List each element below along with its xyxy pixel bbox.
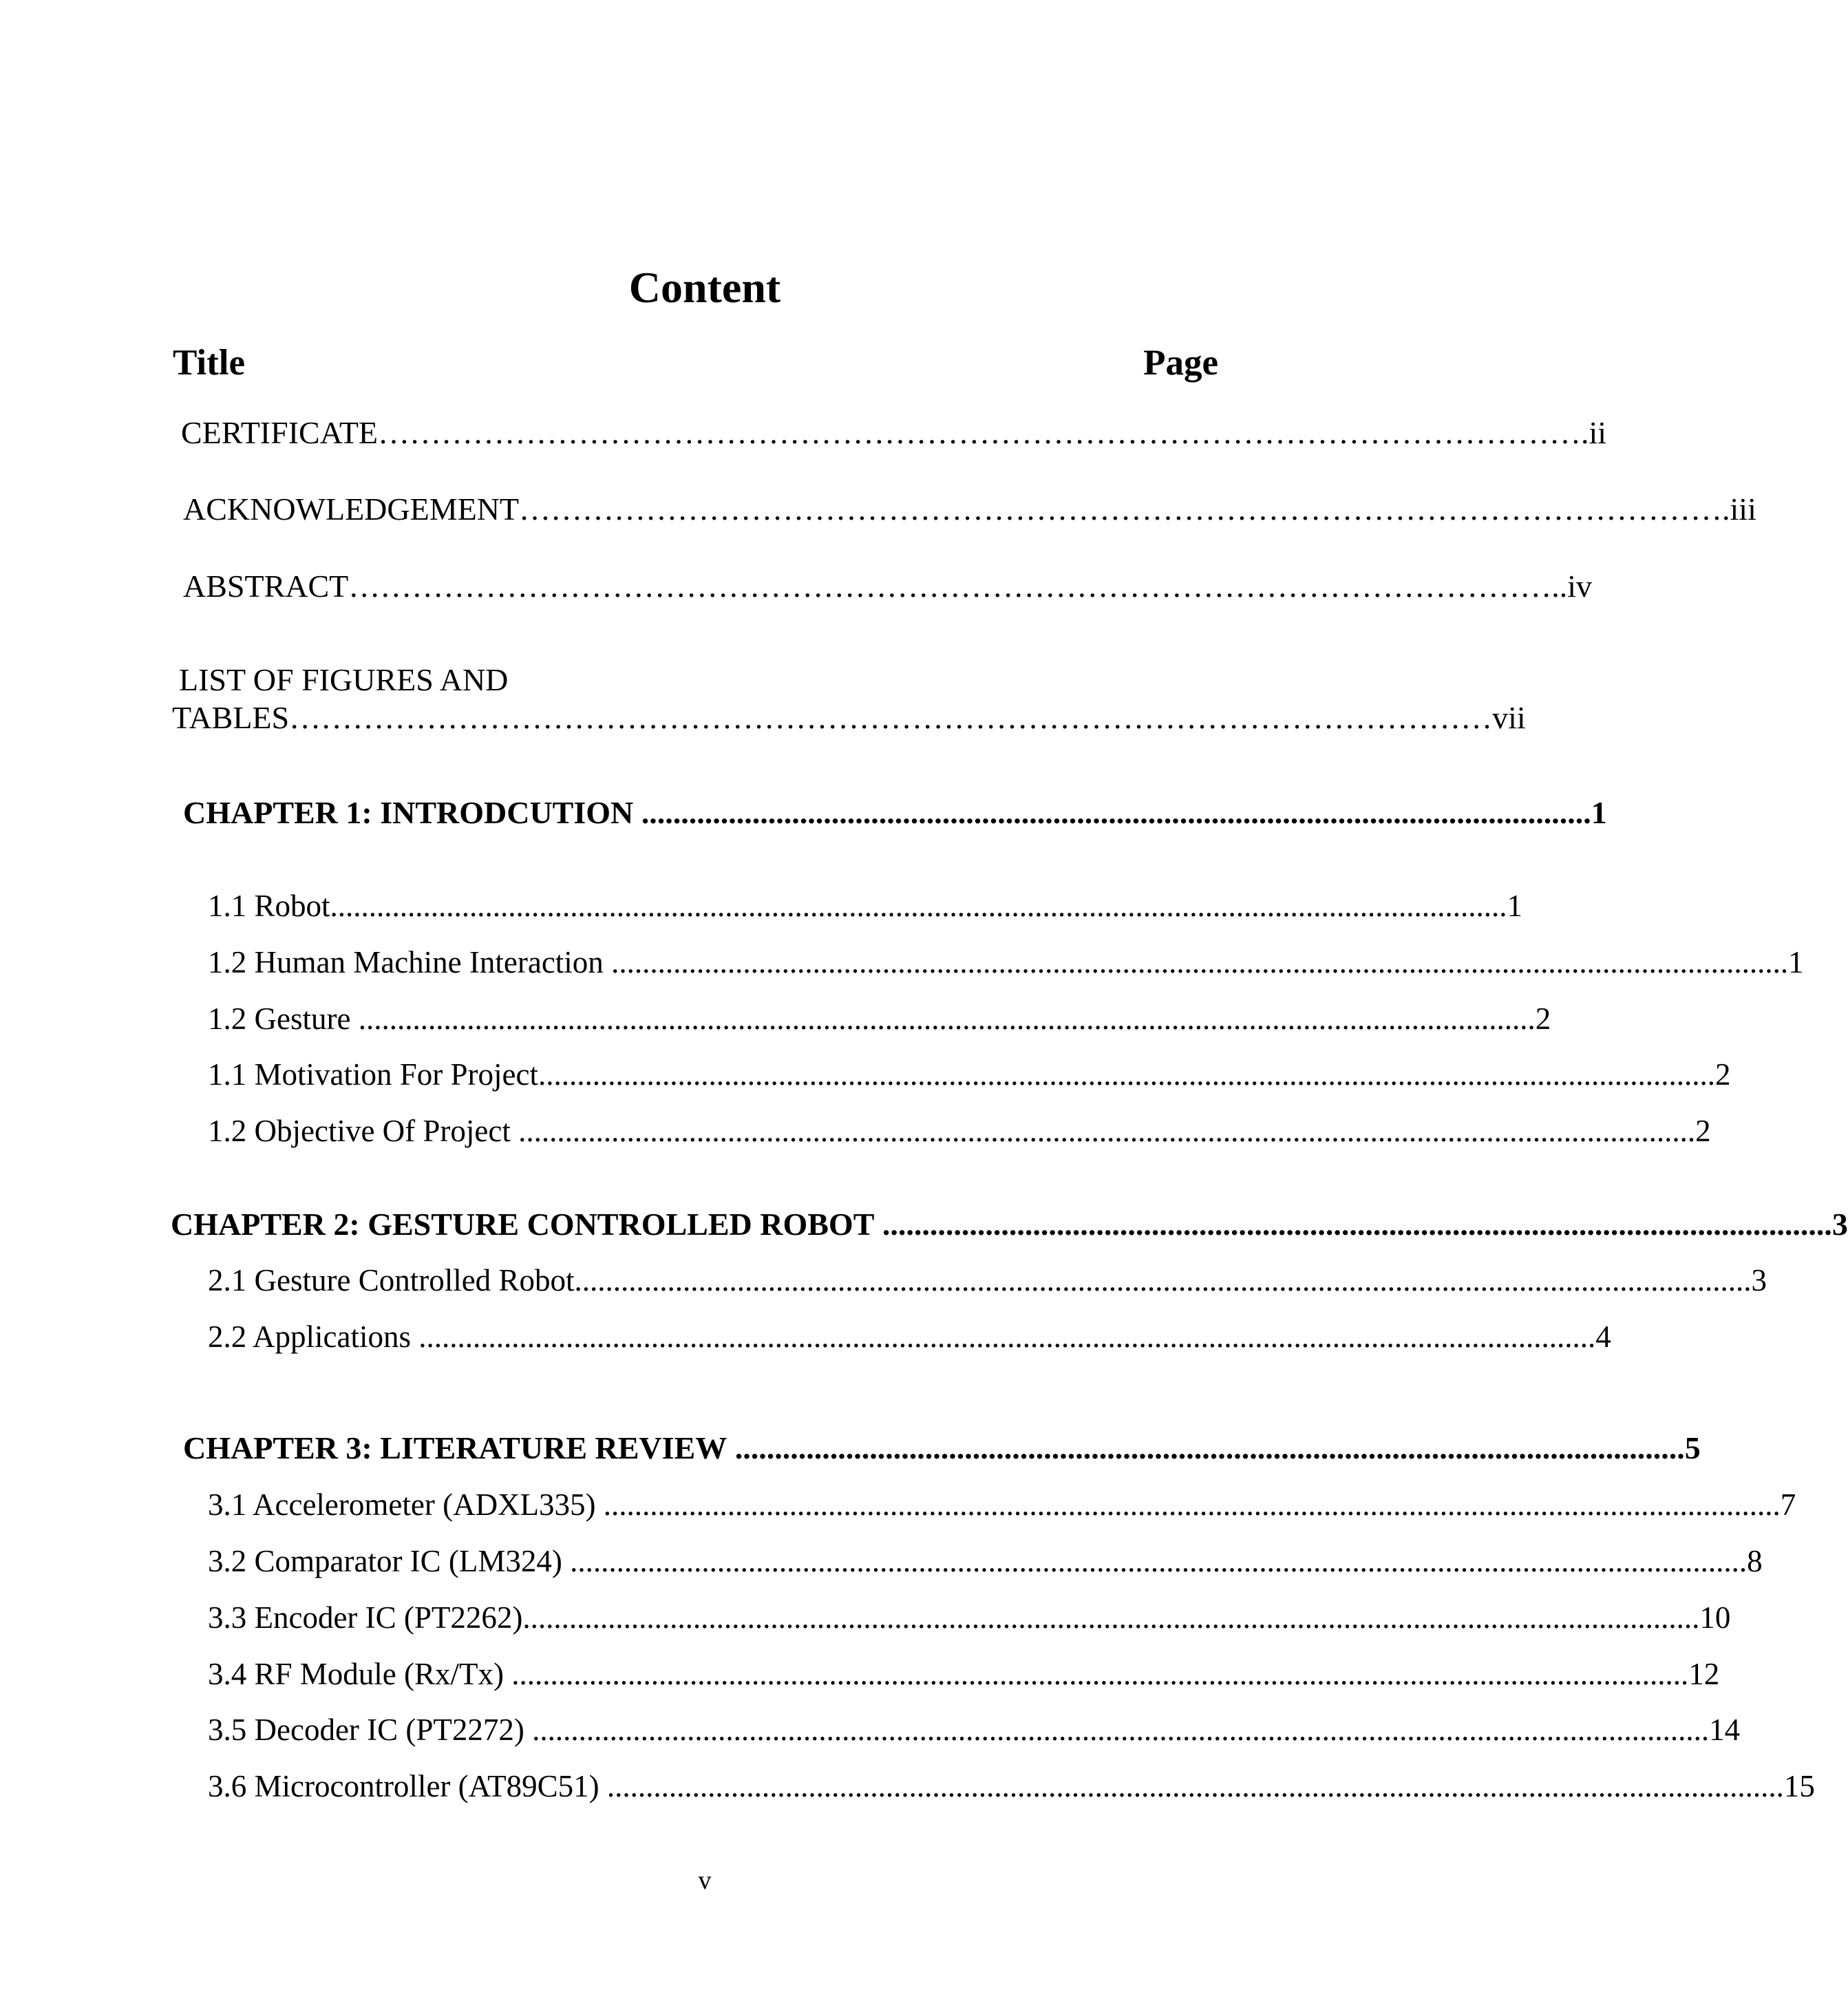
dot-leader: ........................................................................................................................ [633,795,1591,830]
toc-section[interactable] [208,1112,1711,1150]
dot-leader: …………………………………………………………………………………………………… [348,569,1552,604]
dot-leader: ........................................................................................................................................................ [603,945,1789,979]
toc-section-label: 2.1 Gesture Controlled Robot [208,1263,575,1297]
dot-leader: ........................................................................................................................................................ [599,1769,1784,1803]
toc-section-label: 3.6 Microcontroller (AT89C51) [208,1769,599,1803]
toc-section-page: 2 [1695,1114,1711,1148]
toc-section[interactable] [208,1317,1611,1356]
title-column-header: Title [173,343,246,383]
dot-leader: …………………………………………………………………………………………………… [378,415,1582,450]
toc-entry-acknowledgement[interactable] [183,490,1756,529]
toc-section-page: 1 [1507,889,1523,923]
toc-entry-certificate[interactable] [181,414,1607,452]
toc-section-page: 12 [1688,1657,1720,1691]
toc-section[interactable] [208,999,1551,1038]
toc-section[interactable] [208,1261,1767,1300]
toc-section-label: 1.1 Robot [208,889,330,923]
toc-section-label: 3.4 RF Module (Rx/Tx) [208,1657,505,1691]
page-number: v [698,1866,712,1895]
toc-chapter-label: CHAPTER 2: GESTURE CONTROLLED ROBOT [171,1207,875,1242]
toc-section-label: 3.3 Encoder IC (PT2262) [208,1600,523,1635]
toc-section[interactable] [208,1485,1796,1524]
toc-section-page: 10 [1699,1600,1731,1635]
toc-section[interactable] [208,887,1523,925]
toc-section-label: 1.2 Human Machine Interaction [208,945,604,979]
toc-section-label: 3.5 Decoder IC (PT2272) [208,1713,524,1747]
toc-entry-abstract[interactable] [183,567,1593,606]
toc-entry-list-of-figures-line1: LIST OF FIGURES AND [179,662,509,697]
toc-section-page: 8 [1747,1544,1763,1578]
toc-entry-label: TABLES [172,700,290,735]
toc-section[interactable] [208,1710,1741,1749]
toc-section[interactable] [208,1655,1720,1693]
toc-entry-label: ACKNOWLEDGEMENT [183,491,520,527]
toc-entry-page: .ii [1581,415,1607,450]
toc-section[interactable] [208,943,1804,982]
toc-chapter-2[interactable] [171,1205,1848,1244]
toc-entry-label: ABSTRACT [183,569,349,604]
dot-leader: ........................................................................................................................................................ [350,1002,1536,1036]
toc-chapter-page: 3 [1831,1207,1848,1242]
toc-section-page: 4 [1595,1320,1611,1354]
toc-section-label: 3.2 Comparator IC (LM324) [208,1544,562,1578]
toc-section-page: 15 [1783,1769,1815,1803]
dot-leader: ........................................................................................................................................................ [574,1263,1752,1297]
toc-section[interactable] [208,1055,1731,1094]
toc-section-page: 7 [1780,1487,1796,1522]
dot-leader: ........................................................................................................................................................ [524,1713,1710,1747]
dot-leader: ........................................................................................................................................................ [504,1657,1689,1691]
toc-chapter-label: CHAPTER 3: LITERATURE REVIEW [183,1430,727,1465]
toc-section-label: 3.1 Accelerometer (ADXL335) [208,1487,596,1522]
toc-chapter-3[interactable] [183,1429,1701,1467]
dot-leader: ........................................................................................................................................................ [595,1487,1781,1522]
toc-section[interactable] [208,1598,1731,1637]
toc-chapter-1[interactable] [183,794,1607,832]
toc-section-page: 1 [1788,945,1804,979]
toc-section-label: 1.2 Gesture [208,1002,351,1036]
toc-section-label: 1.2 Objective Of Project [208,1114,511,1148]
dot-leader: ........................................................................................................................................................ [410,1320,1596,1354]
page-heading: Content [628,263,781,312]
page-column-header: Page [1143,343,1218,383]
toc-section-page: 14 [1709,1713,1741,1747]
toc-section-label: 2.2 Applications [208,1320,411,1354]
toc-section-page: 2 [1535,1002,1551,1036]
toc-section-page: 2 [1714,1057,1731,1092]
toc-section[interactable] [208,1767,1815,1805]
dot-leader: ........................................................................................................................ [727,1430,1685,1465]
toc-chapter-page: 1 [1591,795,1607,830]
dot-leader: …………………………………………………………………………………………………… [289,700,1493,735]
dot-leader: ........................................................................................................................................................ [538,1057,1715,1092]
toc-entry-page: vii [1492,700,1526,735]
dot-leader: ........................................................................................................................ [874,1207,1832,1242]
dot-leader: ........................................................................................................................................................ [522,1600,1700,1635]
toc-section-page: 3 [1751,1263,1767,1297]
toc-entry-page: ..iv [1551,569,1593,604]
toc-chapter-page: 5 [1684,1430,1701,1465]
dot-leader: ........................................................................................................................................................ [562,1544,1748,1578]
toc-section[interactable] [208,1542,1763,1580]
toc-section-label: 1.1 Motivation For Project [208,1057,538,1092]
toc-entry-label: CERTIFICATE [181,415,379,450]
dot-leader: ........................................................................................................................................................ [330,889,1507,923]
toc-chapter-label: CHAPTER 1: INTRODCUTION [183,795,634,830]
toc-entry-list-of-figures[interactable] [172,699,1526,737]
dot-leader: …………………………………………………………………………………………………… [519,491,1723,527]
toc-entry-page: .iii [1722,491,1756,527]
dot-leader: ........................................................................................................................................................ [510,1114,1696,1148]
